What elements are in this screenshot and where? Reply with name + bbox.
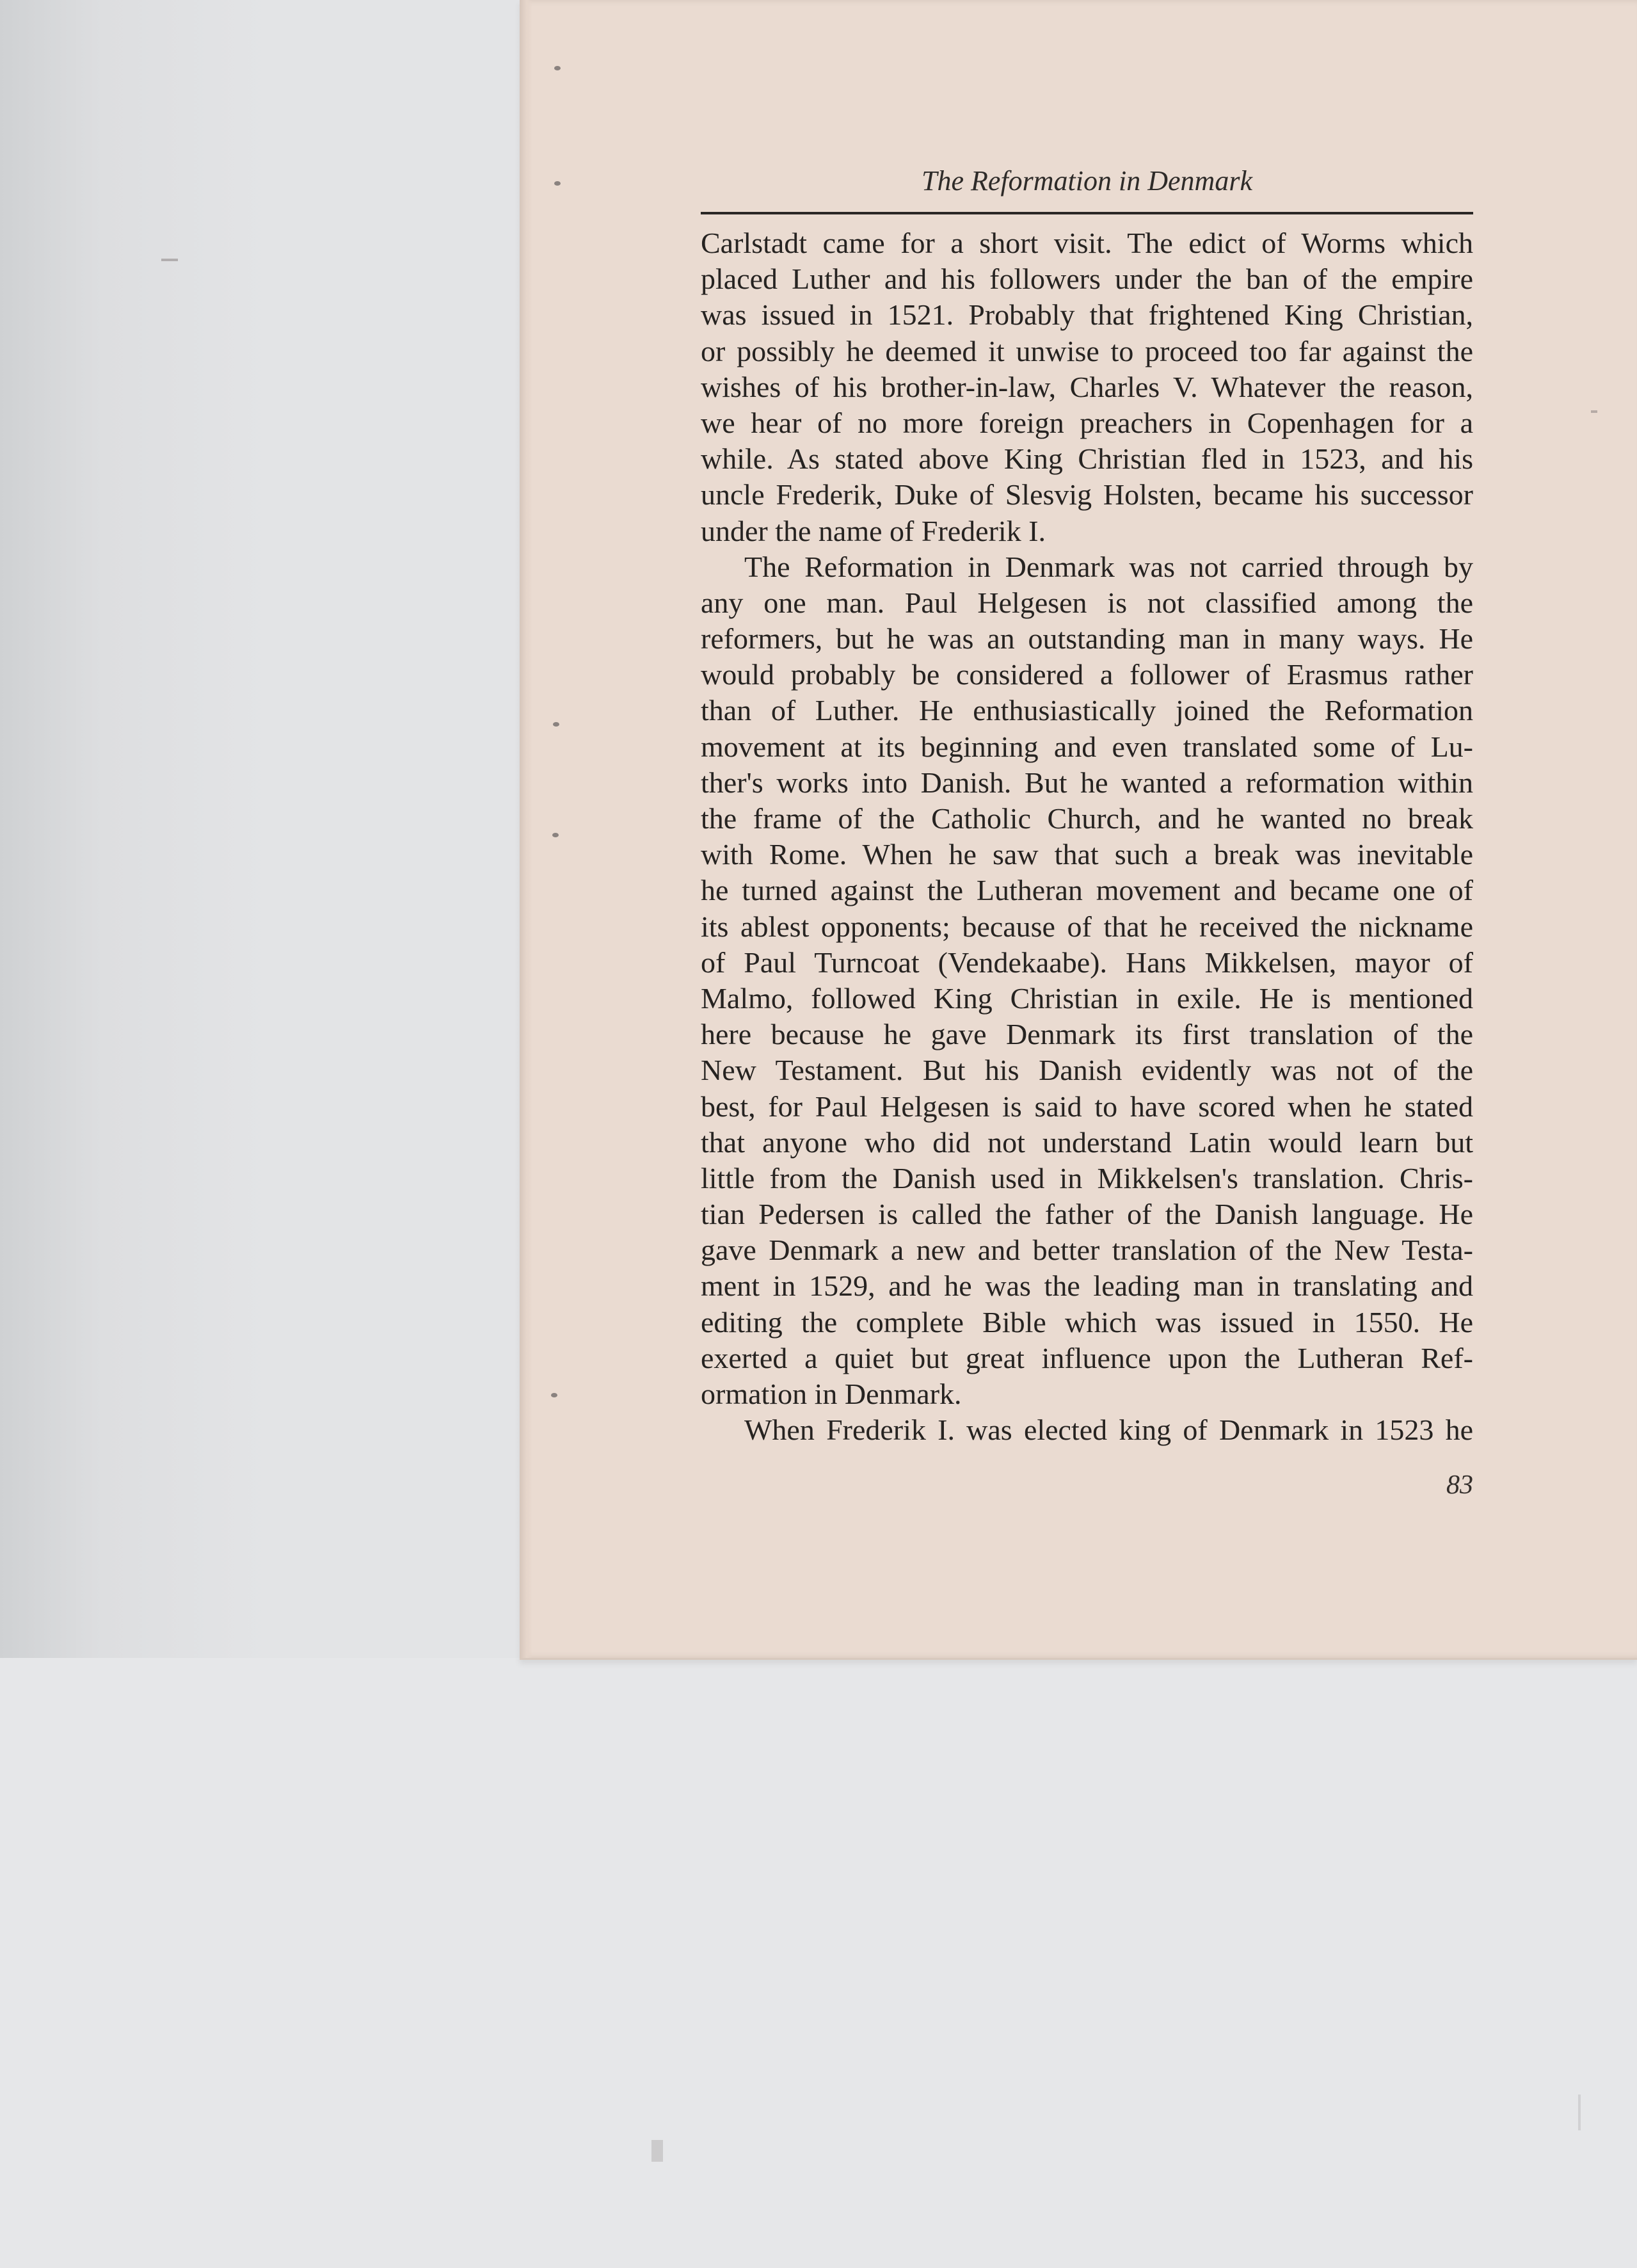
binding-hole-mark (553, 722, 559, 727)
text-line: under the name of Frederik I. (701, 514, 1046, 547)
binding-hole-mark (554, 66, 561, 70)
scan-speck (651, 2140, 663, 2162)
text-line: ormation in Denmark. (701, 1378, 962, 1410)
scan-speck (161, 259, 178, 261)
header-rule (701, 212, 1473, 214)
text-line: would probably be considered a follower of Erasmus rather (701, 658, 1473, 691)
text-line: we hear of no more foreign preachers in Copenhagen for a (701, 406, 1473, 439)
text-line: best, for Paul Helgesen is said to have scored when he stated (701, 1090, 1473, 1123)
text-line: than of Luther. He enthusiastically joined the Reformation (701, 694, 1473, 727)
page-left-edge (520, 0, 532, 1658)
text-line: Carlstadt came for a short visit. The edict of Worms which (701, 227, 1473, 259)
text-line: Malmo, followed King Christian in exile. He is mentioned (701, 981, 1473, 1015)
text-line: ment in 1529, and he was the leading man in translating and (701, 1269, 1473, 1303)
text-line: that anyone who did not understand Latin would learn but (701, 1125, 1473, 1159)
text-line: the frame of the Catholic Church, and he wanted no break (701, 802, 1473, 835)
text-line: placed Luther and his followers under the ban of the empire (701, 262, 1473, 296)
running-head: The Reformation in Denmark (922, 165, 1252, 197)
text-line: little from the Danish used in Mikkelsen's translation. Chris- (701, 1161, 1473, 1194)
text-line: any one man. Paul Helgesen is not classified among the (701, 586, 1473, 619)
text-line: reformers, but he was an outstanding man in many ways. He (701, 622, 1473, 655)
paragraph-first-line: When Frederik I. was elected king of Denmark in 1523 he (744, 1413, 1473, 1447)
page-body (701, 225, 1473, 1483)
text-line: here because he gave Denmark its first translation of the (701, 1018, 1473, 1051)
binding-hole-mark (551, 1393, 557, 1397)
text-line: editing the complete Bible which was issued in 1550. He (701, 1305, 1473, 1339)
text-line: with Rome. When he saw that such a break was inevitable (701, 838, 1473, 871)
text-line: or possibly he deemed it unwise to proceed too far against the (701, 334, 1473, 367)
text-line: while. As stated above King Christian fled in 1523, and his (701, 442, 1473, 476)
text-line: uncle Frederik, Duke of Slesvig Holsten, became his successor (701, 478, 1473, 511)
text-line: ther's works into Danish. But he wanted a reformation within (701, 766, 1473, 799)
lower-scan-background (0, 1658, 1637, 2268)
text-line: gave Denmark a new and better translation of the New Testa- (701, 1234, 1473, 1267)
text-line: tian Pedersen is called the father of the Danish language. He (701, 1198, 1473, 1231)
binding-hole-mark (552, 833, 559, 837)
binding-hole-mark (554, 181, 561, 186)
text-line: New Testament. But his Danish evidently was not of the (701, 1054, 1473, 1087)
paragraph-first-line: The Reformation in Denmark was not carried through by (744, 550, 1473, 583)
text-line: its ablest opponents; because of that he received the nickname (701, 910, 1473, 943)
scan-speck (1578, 2095, 1581, 2130)
page-header (701, 157, 1473, 216)
text-line: wishes of his brother-in-law, Charles V. Whatever the reason, (701, 370, 1473, 403)
text-line: he turned against the Lutheran movement and became one of (701, 874, 1473, 907)
text-line: exerted a quiet but great influence upon the Lutheran Ref- (701, 1341, 1473, 1374)
text-line: of Paul Turncoat (Vendekaabe). Hans Mikkelsen, mayor of (701, 945, 1473, 979)
text-line: movement at its beginning and even translated some of Lu- (701, 730, 1473, 763)
scan-speck (1591, 410, 1597, 413)
page-number: 83 (1446, 1470, 1473, 1500)
text-line: was issued in 1521. Probably that frightened King Christian, (701, 298, 1473, 332)
